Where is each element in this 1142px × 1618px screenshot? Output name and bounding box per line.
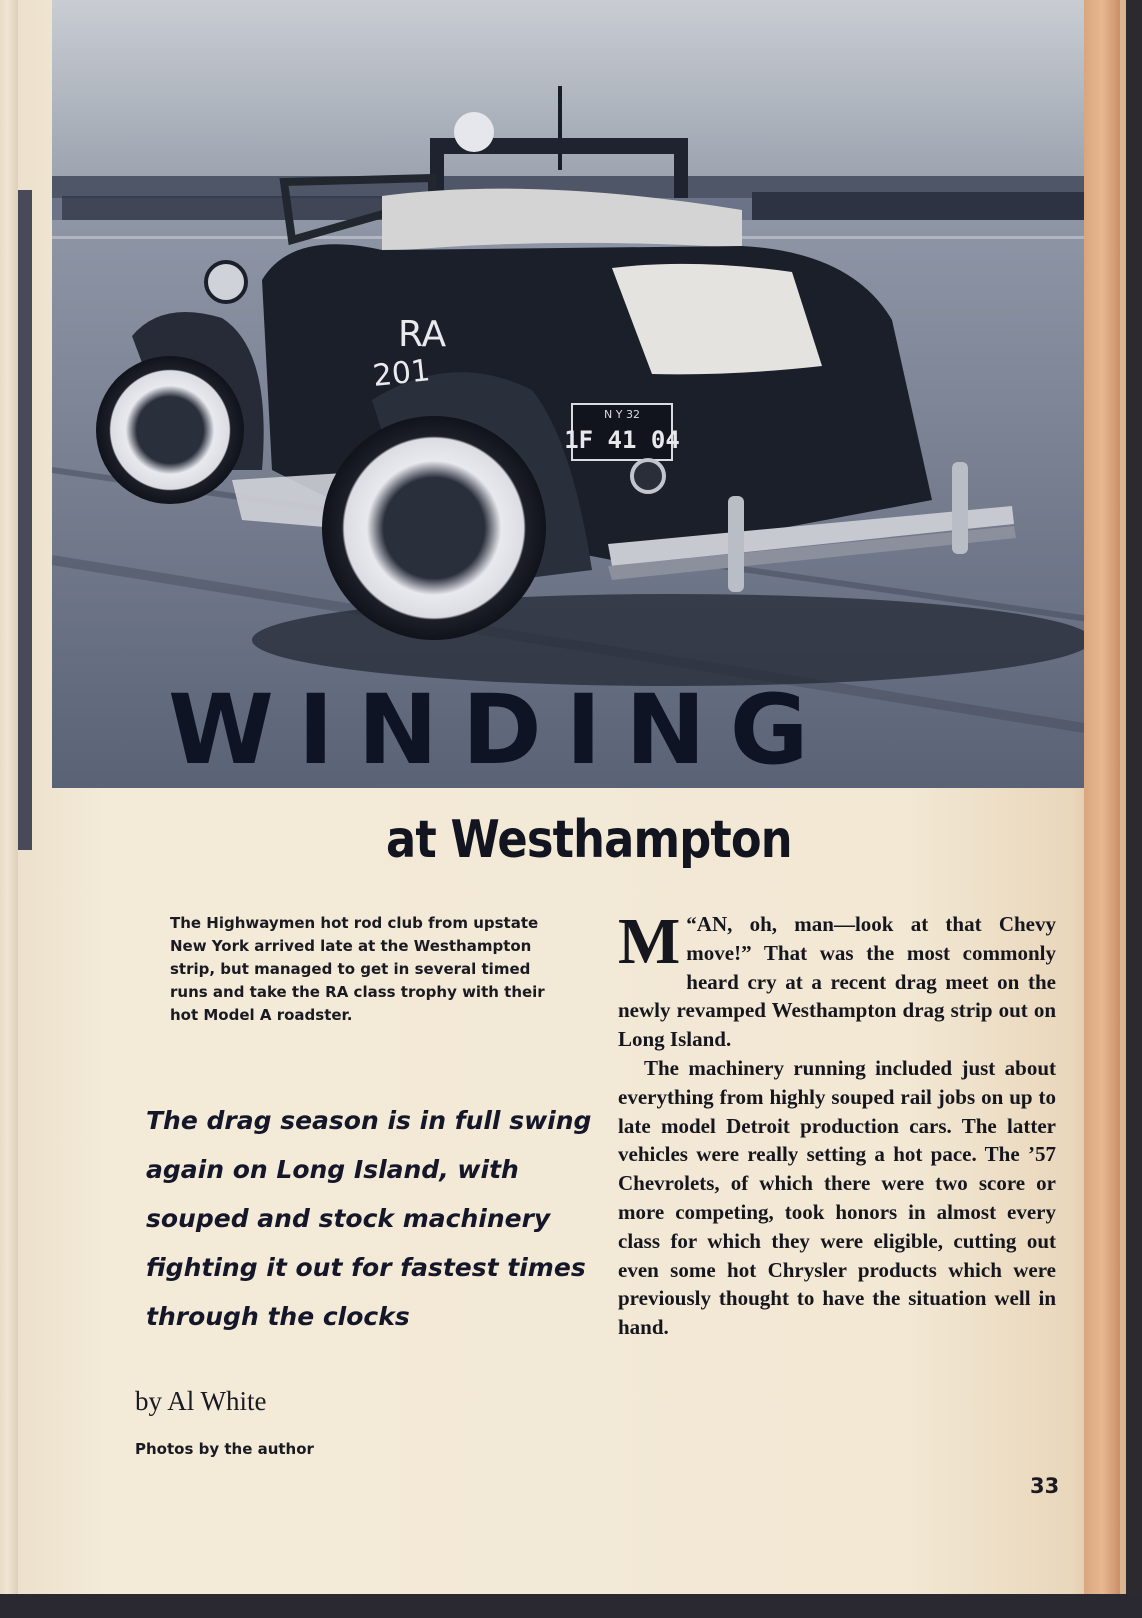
headline-subtitle: at Westhampton [386,810,792,870]
front-wheel [96,356,244,504]
body-paragraph-2: The machinery running included just about everything from highly souped rail jobs on up to late model Detroit production cars. The latter vehicles were really setting a hot pace. The ’57 Chevrolets, of which there were two score or more competing, took honors in almost every class for which they were eligible, cutting out even some hot Chrysler products which were previously thought to have the situation well in hand. [618,1055,1056,1340]
page-gutter [0,0,18,1594]
folded-top [382,189,742,252]
drop-cap: M [618,905,681,978]
headline-winding: WINDING [168,674,833,786]
headlight [206,262,246,302]
photo-caption: The Highwaymen hot rod club from upstate New York arrived late at the Westhampton strip, but managed to get in several timed runs and take the RA class trophy with their hot Model A roadster. [170,914,545,1024]
sky [52,0,1096,190]
magazine-page [18,0,1126,1594]
binding-shadow [18,190,32,850]
intro-deck: The drag season is in full swing again on Long Island, with souped and stock machinery fighting it out for fastest times through the clocks [146,1106,592,1331]
plate-number-text: 1F 41 04 [564,426,680,454]
page-edge [1084,0,1120,1594]
driver-helmet [454,112,494,152]
rear-wheel [322,416,546,640]
article-body [618,905,1056,1342]
body-paragraph-1-text: AN, oh, man—look at that Chevy move!” That was the most commonly heard cry at a recent drag meet on the newly revamped Westhampton drag strip out on Long Island. [618,912,1056,1052]
car-number-lettering: 201 [371,353,432,394]
background-surface [0,1594,1142,1618]
hot-rod-photo [52,0,1096,788]
plate-state: N Y 32 [604,408,640,421]
body-paragraph-1 [618,905,1056,1054]
class-lettering: RA [398,314,447,355]
page-number: 33 [1030,1474,1060,1498]
open-quote: “ [686,912,697,936]
photo-credit: Photos by the author [135,1440,314,1458]
byline: by Al White [135,1386,267,1416]
